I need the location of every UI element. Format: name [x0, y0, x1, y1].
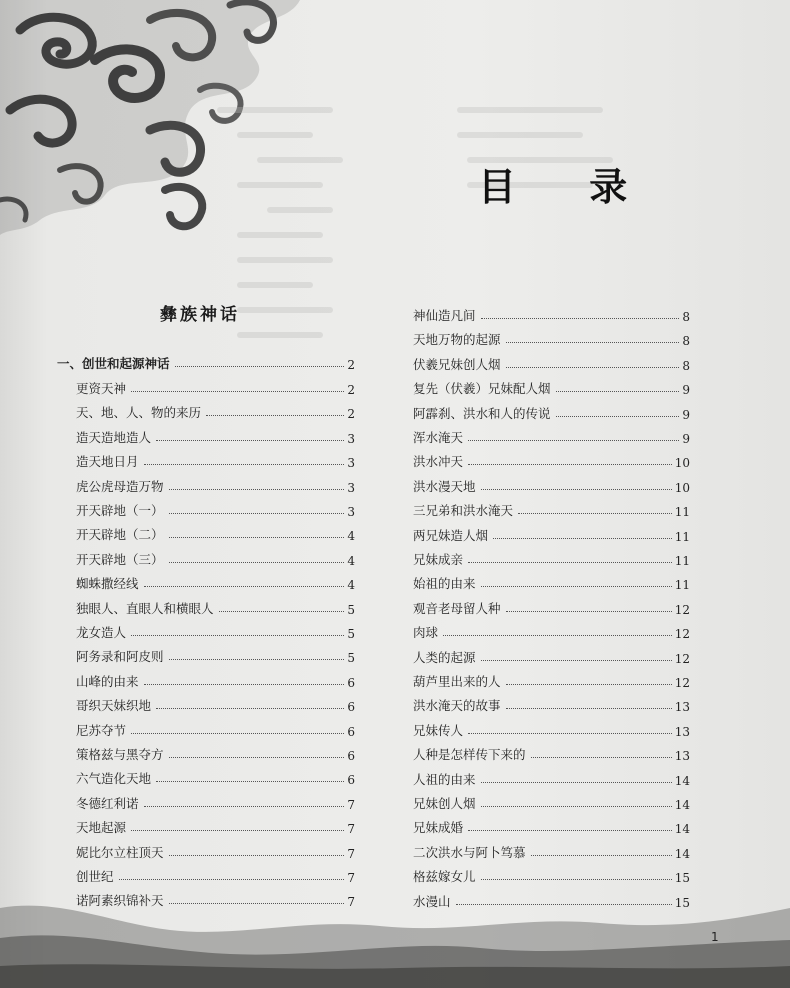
dot-leader	[131, 635, 344, 636]
toc-entry-title: 伏羲兄妹创人烟	[413, 356, 501, 372]
dot-leader	[131, 733, 344, 734]
toc-entry-title: 人种是怎样传下来的	[413, 747, 526, 763]
dot-leader	[481, 806, 672, 807]
toc-entry-page: 11	[674, 554, 690, 568]
dot-leader	[169, 659, 345, 660]
toc-entry	[413, 619, 690, 641]
toc-entry-title: 兄妹创人烟	[413, 796, 476, 811]
toc-entry-page: 4	[347, 578, 355, 593]
toc-entry-title: 始祖的由来	[413, 576, 476, 592]
dot-leader	[506, 684, 672, 685]
toc-entry	[413, 448, 690, 470]
section-title: 彝族神话	[160, 305, 240, 325]
toc-entry-title: 神仙造凡间	[413, 308, 476, 323]
toc-entry-page: 6	[347, 773, 355, 788]
toc-entry-title: 哥织天妹织地	[76, 698, 152, 714]
toc-entry	[413, 790, 690, 812]
toc-entry-page: 7	[347, 895, 355, 910]
dot-leader	[144, 586, 345, 587]
toc-entry-page: 13	[674, 724, 690, 739]
toc-entry-page: 15	[674, 895, 690, 910]
toc-entry	[413, 473, 690, 495]
toc-entry	[413, 522, 690, 544]
toc-entry-page: 4	[347, 553, 355, 568]
toc-entry-page: 15	[674, 871, 690, 886]
toc-entry-title: 尼苏夺节	[76, 722, 127, 738]
toc-entry-title: 二次洪水与阿卜笃慕	[413, 844, 526, 860]
toc-entry	[413, 766, 690, 788]
toc-entry	[76, 692, 355, 714]
toc-entry	[76, 424, 355, 446]
dot-leader	[443, 635, 672, 636]
toc-entry-page: 11	[674, 578, 690, 593]
toc-entry	[76, 765, 355, 787]
toc-entry-title: 水漫山	[413, 893, 451, 909]
dot-leader	[481, 586, 672, 587]
toc-entry	[413, 375, 690, 397]
toc-entry-page: 12	[674, 651, 690, 666]
toc-entry-page: 14	[674, 846, 690, 861]
toc-entry-page: 12	[674, 602, 690, 617]
dot-leader	[169, 489, 345, 490]
toc-entry	[413, 400, 690, 422]
toc-entry	[76, 839, 355, 861]
toc-entry-page: 11	[674, 529, 690, 544]
toc-entry-title: 龙女造人	[76, 625, 127, 640]
ink-mountain-landscape	[0, 868, 790, 988]
toc-entry-title: 洪水淹天的故事	[413, 698, 501, 714]
page-number: 1	[711, 930, 719, 944]
toc-entry-title: 开天辟地（二）	[76, 527, 164, 543]
toc-entry	[413, 839, 690, 861]
toc-entry	[413, 326, 690, 348]
toc-entry	[76, 399, 355, 421]
dot-leader	[481, 660, 672, 661]
toc-entry-title: 天地万物的起源	[413, 332, 501, 348]
toc-entry-title: 三兄弟和洪水淹天	[413, 503, 514, 519]
toc-entry-title: 肉球	[413, 625, 439, 641]
toc-entry-page: 7	[347, 822, 355, 837]
dot-leader	[531, 757, 672, 758]
toc-entry-title: 天地起源	[76, 820, 127, 836]
toc-entry	[413, 497, 690, 519]
toc-entry-title: 虎公虎母造万物	[76, 478, 164, 494]
toc-entry-page: 3	[347, 431, 355, 446]
dot-leader	[481, 489, 672, 490]
toc-entry-page: 12	[674, 627, 690, 642]
dot-leader	[156, 440, 344, 441]
dot-leader	[169, 757, 345, 758]
dot-leader	[131, 391, 344, 392]
toc-entry	[76, 546, 355, 568]
toc-entry	[413, 302, 690, 324]
toc-entry-page: 7	[347, 846, 355, 861]
toc-entry-title: 兄妹成亲	[413, 552, 464, 567]
toc-entry-title: 格兹嫁女儿	[413, 869, 476, 885]
dot-leader	[169, 537, 345, 538]
toc-entry-title: 人祖的由来	[413, 771, 476, 787]
toc-entry	[76, 448, 355, 470]
toc-entry-page: 3	[347, 505, 355, 519]
toc-entry-title: 独眼人、直眼人和横眼人	[76, 600, 214, 616]
toc-entry-page: 5	[347, 627, 355, 641]
toc-entry-title: 妮比尔立柱顶天	[76, 844, 164, 860]
dot-leader	[468, 830, 672, 831]
page-title: 目 录	[478, 164, 658, 209]
toc-entry-page: 10	[674, 480, 690, 495]
toc-entry	[76, 473, 355, 495]
toc-entry	[76, 814, 355, 836]
toc-entry	[413, 741, 690, 763]
dot-leader	[169, 562, 345, 563]
toc-entry	[76, 741, 355, 763]
toc-entry-page: 4	[347, 529, 355, 544]
dot-leader	[468, 464, 672, 465]
toc-entry-page: 14	[674, 798, 690, 812]
toc-entry	[413, 570, 690, 592]
toc-entry-title: 诺阿素织锦补天	[76, 893, 164, 909]
dot-leader	[144, 684, 345, 685]
toc-entry-page: 3	[347, 480, 355, 495]
toc-entry-page: 8	[682, 358, 690, 373]
toc-entry-page: 10	[674, 456, 690, 471]
toc-entry-page: 3	[347, 456, 355, 471]
dot-leader	[219, 611, 345, 612]
toc-entry-page: 8	[682, 310, 690, 324]
toc-entry	[413, 814, 690, 836]
toc-entry-title: 兄妹成婚	[413, 820, 464, 836]
dot-leader	[506, 342, 680, 343]
toc-entry-page: 7	[347, 797, 355, 812]
toc-entry-title: 一、创世和起源神话	[57, 356, 170, 371]
toc-entry-title: 阿务录和阿皮则	[76, 649, 164, 665]
toc-entry-page: 5	[347, 651, 355, 666]
dot-leader	[468, 733, 672, 734]
dot-leader	[518, 513, 672, 514]
toc-entry-title: 山峰的由来	[76, 673, 139, 689]
toc-entry-page: 6	[347, 700, 355, 715]
dot-leader	[131, 830, 344, 831]
toc-entry-title: 洪水冲天	[413, 454, 464, 470]
toc-entry-page: 11	[674, 505, 690, 520]
toc-entry-title: 开天辟地（三）	[76, 551, 164, 567]
dot-leader	[493, 538, 672, 539]
dot-leader	[506, 708, 672, 709]
toc-entry-page: 14	[674, 822, 690, 837]
toc-entry-title: 阿霹刹、洪水和人的传说	[413, 405, 551, 421]
toc-entry-page: 6	[347, 749, 355, 763]
toc-entry-page: 2	[347, 407, 355, 422]
toc-entry-page: 9	[682, 383, 690, 398]
toc-entry-page: 13	[674, 700, 690, 715]
dot-leader	[468, 440, 679, 441]
toc-entry-title: 观音老母留人种	[413, 600, 501, 616]
dot-leader	[481, 782, 672, 783]
toc-entry	[76, 643, 355, 665]
toc-entry	[76, 595, 355, 617]
dot-leader	[468, 562, 672, 563]
toc-entry-title: 两兄妹造人烟	[413, 527, 489, 543]
dot-leader	[481, 318, 680, 319]
toc-entry-title: 蜘蛛撒经线	[76, 576, 139, 592]
toc-entry-title: 创世纪	[76, 869, 114, 884]
dot-leader	[169, 513, 345, 514]
toc-entry-page: 7	[347, 871, 355, 885]
toc-entry	[76, 717, 355, 739]
dot-leader	[156, 708, 344, 709]
dot-leader	[144, 464, 345, 465]
toc-entry	[413, 692, 690, 714]
toc-entry-title: 人类的起源	[413, 649, 476, 665]
toc-entry	[413, 546, 690, 568]
toc-entry-page: 12	[674, 676, 690, 690]
toc-entry-title: 葫芦里出来的人	[413, 674, 501, 689]
toc-entry-page: 9	[682, 407, 690, 422]
toc-chapter-heading	[57, 350, 355, 372]
toc-entry-page: 2	[347, 383, 355, 397]
toc-entry-title: 更资天神	[76, 381, 127, 396]
toc-entry-title: 洪水漫天地	[413, 478, 476, 494]
toc-entry-title: 复先（伏羲）兄妹配人烟	[413, 381, 551, 397]
toc-entry-page: 5	[347, 602, 355, 617]
toc-entry	[76, 668, 355, 690]
toc-entry	[76, 790, 355, 812]
dot-leader	[206, 415, 344, 416]
toc-entry	[413, 644, 690, 666]
dot-leader	[156, 781, 344, 782]
dot-leader	[506, 367, 680, 368]
toc-entry	[413, 595, 690, 617]
dot-leader	[175, 366, 345, 367]
toc-entry-title: 六气造化天地	[76, 771, 152, 787]
toc-entry-title: 造天造地造人	[76, 429, 152, 445]
toc-entry	[413, 351, 690, 373]
toc-entry	[413, 668, 690, 690]
toc-entry-page: 13	[674, 749, 690, 764]
dot-leader	[506, 611, 672, 612]
toc-entry	[76, 375, 355, 397]
toc-entry-title: 兄妹传人	[413, 722, 464, 738]
toc-entry	[76, 570, 355, 592]
toc-entry-title: 造天地日月	[76, 454, 139, 470]
toc-entry-title: 浑水淹天	[413, 430, 464, 445]
toc-entry-title: 天、地、人、物的来历	[76, 405, 202, 421]
toc-entry-title: 策格兹与黑夺方	[76, 747, 164, 762]
dot-leader	[144, 806, 345, 807]
dot-leader	[556, 391, 680, 392]
toc-entry	[413, 717, 690, 739]
toc-entry	[76, 619, 355, 641]
toc-entry	[76, 497, 355, 519]
toc-entry-page: 8	[682, 334, 690, 349]
toc-entry-page: 2	[347, 358, 355, 372]
toc-entry	[413, 424, 690, 446]
dot-leader	[169, 855, 345, 856]
dot-leader	[531, 855, 672, 856]
toc-entry-page: 9	[682, 432, 690, 446]
toc-entry-page: 14	[674, 773, 690, 788]
toc-entry-title: 冬德红利诺	[76, 795, 139, 811]
toc-entry-page: 6	[347, 675, 355, 690]
toc-entry-page: 6	[347, 724, 355, 739]
dot-leader	[556, 416, 680, 417]
toc-entry	[76, 521, 355, 543]
toc-entry-title: 开天辟地（一）	[76, 503, 164, 518]
